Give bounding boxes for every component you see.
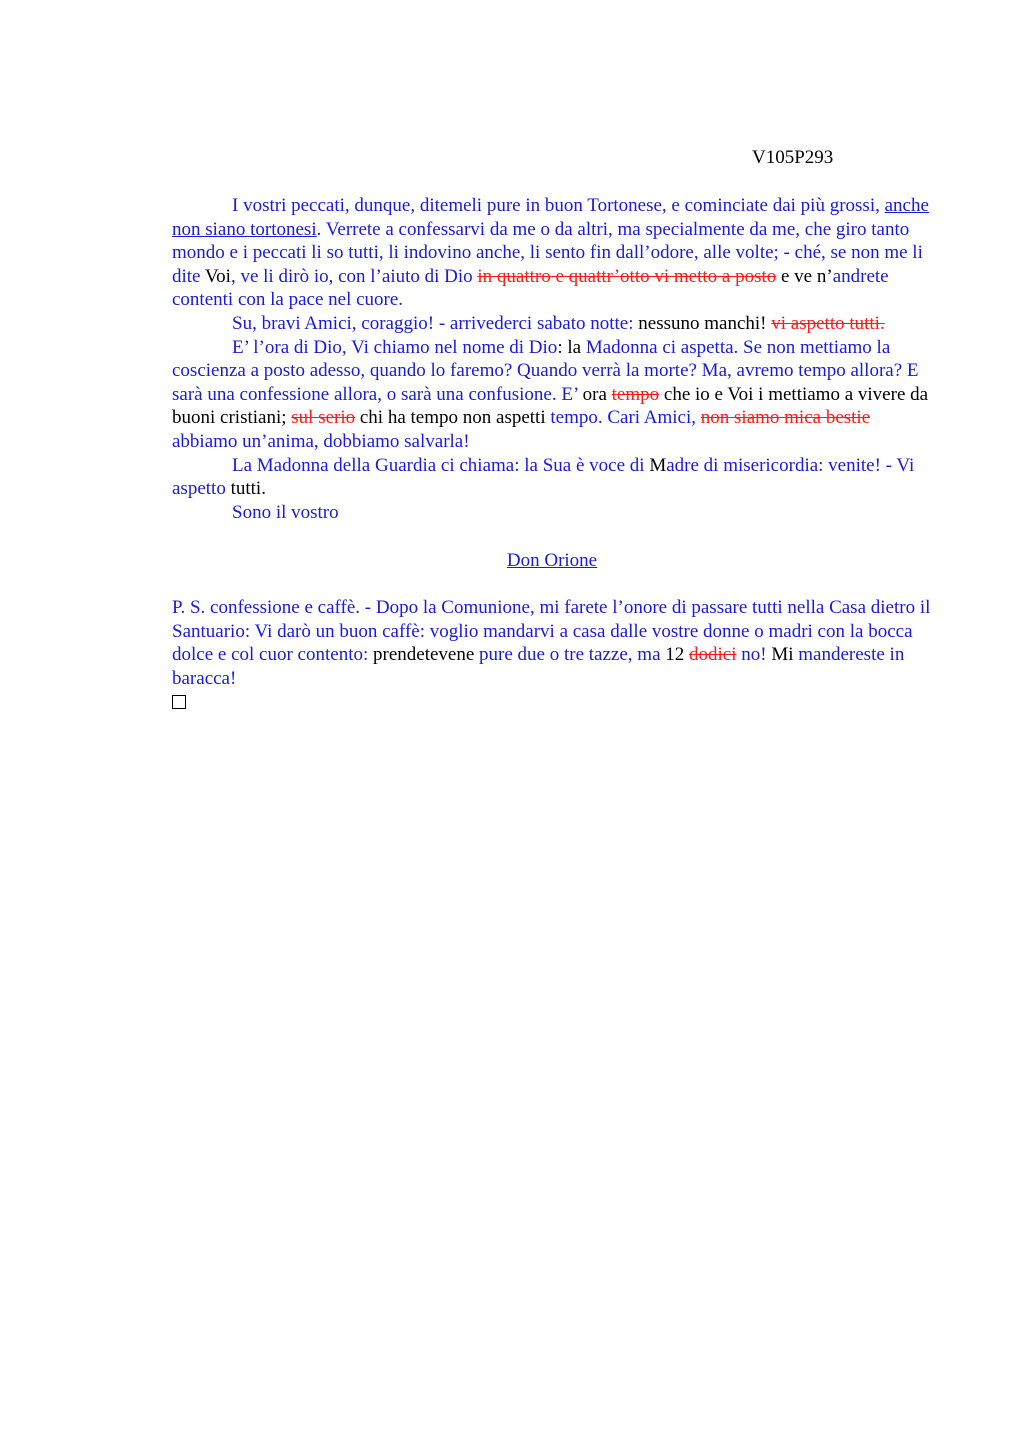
text-segment: P. S. confessione e caffè. - Dopo la Comunione, mi farete l’onore di passare tutti nella Casa dietro il Santuario: Vi darò un buon caffè: voglio mandarvi a casa dalle vostre donne o madri con la bocca dolce e col cuor contento: <box>172 596 931 666</box>
text-segment: prendetevene <box>368 644 480 666</box>
deleted-text: sul serio <box>291 407 356 429</box>
paragraph-hour-of-god <box>172 336 932 454</box>
text-segment: nessuno manchi! <box>633 312 772 334</box>
text-segment: e ve n’ <box>776 265 833 287</box>
signature-name: Don Orione <box>506 550 598 572</box>
text-segment: . Verrete a confessarvi da me o da altri, ma specialmente da me, che giro tanto mondo e i peccati li so tutti, li indovino anche, li sento fin dall’odore, alle volte; - ché, se non me li dite <box>172 218 923 287</box>
text-segment: I vostri peccati, dunque, ditemeli pure in buon Tortonese, e cominciate dai più grossi, <box>232 195 885 216</box>
text-segment: : la <box>557 336 586 358</box>
text-segment: Su, bravi Amici, coraggio! - arrivederci sabato notte: <box>232 312 634 334</box>
paragraph-closing <box>172 501 932 525</box>
text-segment: 12 <box>660 644 690 666</box>
end-square-icon <box>172 695 186 709</box>
text-segment: no! <box>736 644 767 666</box>
closing-line: Sono il vostro <box>232 501 339 523</box>
text-segment: andrete contenti con la pace nel cuore. <box>172 265 889 311</box>
page-id: V105P293 <box>752 147 834 168</box>
deleted-text: non siamo mica bestie <box>700 407 871 429</box>
letter-body <box>172 194 932 709</box>
text-segment: adre di misericordia: venite! - Vi aspetto <box>172 454 915 500</box>
signature <box>172 549 932 573</box>
deleted-text: tempo <box>611 383 660 405</box>
text-segment: La Madonna della Guardia ci chiama: la Sua è voce di <box>232 454 645 476</box>
deleted-text: in quattro e quattr’otto vi metto a posto <box>477 265 777 287</box>
text-segment: ora <box>577 383 612 405</box>
text-segment: Mi <box>766 644 799 666</box>
deleted-text: dodici <box>689 644 737 666</box>
deleted-text: vi aspetto tutti. <box>771 312 885 334</box>
text-segment: abbiamo un’anima, dobbiamo salvarla! <box>172 430 470 452</box>
text-segment: tempo. Cari Amici, <box>545 407 701 429</box>
text-segment: che io e Voi i mettiamo a vivere da buoni cristiani; <box>172 383 929 429</box>
text-segment: E’ l’ora di Dio, Vi chiamo nel nome di Dio <box>232 336 558 358</box>
paragraph-madonna <box>172 454 932 501</box>
underlined-text: anche non siano tortonesi <box>172 195 929 240</box>
text-segment: M <box>644 454 667 476</box>
paragraph-postscript <box>172 596 932 690</box>
text-segment: chi ha tempo non aspetti <box>355 407 546 429</box>
paragraph-courage <box>172 312 932 336</box>
text-segment: tutti. <box>225 478 266 500</box>
paragraph-confession <box>172 194 932 312</box>
text-segment: mandereste in baracca! <box>172 644 905 689</box>
text-segment: , ve li dirò io, con l’aiuto di Dio <box>230 265 478 287</box>
text-segment: Voi <box>204 265 231 287</box>
text-segment: Madonna ci aspetta. Se non mettiamo la coscienza a posto adesso, quando lo faremo? Quando verrà la morte? Ma, avremo tempo allora? E sarà una confessione allora, o sarà una confusione. E’ <box>172 336 919 405</box>
text-segment: pure due o tre tazze, ma <box>479 644 661 666</box>
